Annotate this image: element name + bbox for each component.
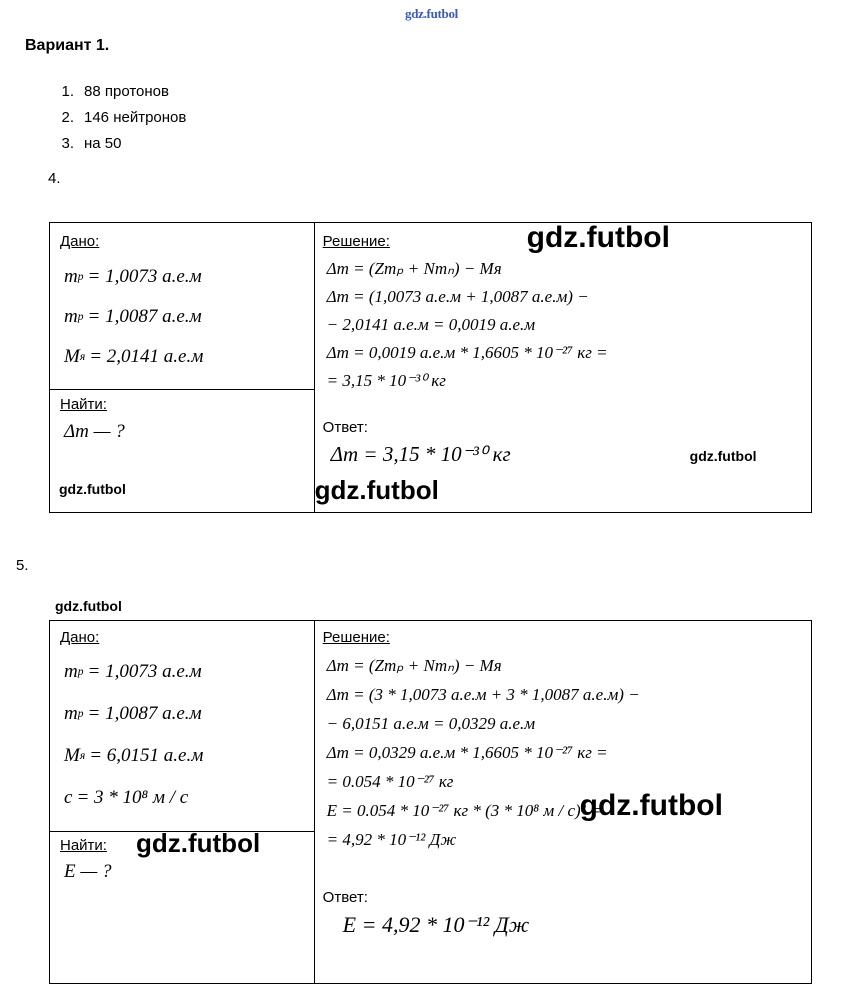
task5-given-values bbox=[64, 651, 203, 819]
watermark-black: gdz.futbol bbox=[136, 828, 261, 858]
list-item bbox=[48, 109, 186, 135]
list-item bbox=[48, 83, 186, 109]
solution-text: Δm = (Zmₚ + Nmₙ) − Mя bbox=[326, 655, 502, 675]
task4-solution-cell bbox=[315, 223, 811, 512]
solution-step bbox=[327, 709, 640, 738]
task4-solution-steps bbox=[327, 255, 608, 395]
task5-solution-steps bbox=[327, 651, 640, 854]
answer-label: Ответ: bbox=[322, 419, 368, 436]
given-row bbox=[64, 735, 203, 777]
list-item-label: на 50 bbox=[84, 135, 122, 152]
solution-step bbox=[327, 283, 608, 311]
given-subscript: p bbox=[77, 666, 84, 678]
given-subscript: p bbox=[77, 271, 84, 283]
answer-label: Ответ: bbox=[322, 889, 368, 906]
solution-text: Δm = 0,0329 а.е.м * 1,6605 * 10⁻²⁷ кг = bbox=[326, 742, 608, 762]
given-value: = 1,0087 а.е.м bbox=[87, 306, 202, 327]
task4-given-values bbox=[64, 257, 203, 377]
find-label: Найти: bbox=[60, 396, 107, 413]
given-symbol: m bbox=[64, 661, 78, 682]
watermark-black: gdz.futbol bbox=[59, 481, 126, 497]
list-item bbox=[48, 135, 186, 161]
solution-step bbox=[327, 680, 640, 709]
task4-table bbox=[49, 222, 812, 513]
given-row bbox=[64, 337, 203, 377]
given-row bbox=[64, 297, 203, 337]
solution-step bbox=[327, 738, 640, 767]
solution-step bbox=[327, 825, 640, 854]
solution-text: − 6,0151 а.е.м = 0,0329 а.е.м bbox=[326, 713, 536, 733]
find-label: Найти: bbox=[60, 837, 107, 854]
solution-step bbox=[327, 311, 608, 339]
solution-text: Δm = (Zmₚ + Nmₙ) − Mя bbox=[326, 259, 502, 278]
task5-answer: E = 4,92 * 10⁻¹² Дж bbox=[342, 912, 530, 937]
task4-find-value: Δm — ? bbox=[64, 421, 125, 442]
list-item-number: 3. bbox=[61, 135, 74, 152]
given-subscript: p bbox=[77, 708, 84, 720]
watermark-black: gdz.futbol bbox=[55, 598, 122, 614]
solution-step bbox=[327, 339, 608, 367]
task5-find-value: E — ? bbox=[64, 861, 112, 882]
solution-label: Решение: bbox=[322, 629, 390, 646]
given-row bbox=[64, 693, 203, 735]
watermark-black: gdz.futbol bbox=[526, 221, 670, 254]
given-symbol: M bbox=[64, 346, 80, 367]
given-row bbox=[64, 651, 203, 693]
list-item-label: 146 нейтронов bbox=[84, 109, 187, 126]
given-row bbox=[64, 777, 203, 819]
solution-text: = 3,15 * 10⁻³⁰ кг bbox=[326, 371, 446, 390]
list-item-number: 1. bbox=[61, 83, 74, 100]
solution-text: Δm = 0,0019 а.е.м * 1,6605 * 10⁻²⁷ кг = bbox=[326, 343, 608, 362]
answers-list bbox=[48, 83, 186, 161]
given-value: = 1,0073 а.е.м bbox=[87, 266, 202, 287]
cell-divider bbox=[50, 389, 314, 390]
solution-text: Δm = (1,0073 а.е.м + 1,0087 а.е.м) − bbox=[326, 287, 589, 306]
given-value: = 1,0087 а.е.м bbox=[87, 703, 202, 724]
solution-label: Решение: bbox=[322, 233, 390, 250]
task4-number: 4. bbox=[48, 170, 61, 187]
given-row bbox=[64, 257, 203, 297]
given-value: = 1,0073 а.е.м bbox=[87, 661, 202, 682]
given-value: = 2,0141 а.е.м bbox=[89, 346, 204, 367]
solution-text: Δm = (3 * 1,0073 а.е.м + 3 * 1,0087 а.е.м) − bbox=[326, 684, 640, 704]
watermark-black: gdz.futbol bbox=[579, 789, 723, 822]
list-item-label: 88 протонов bbox=[84, 83, 169, 100]
page-title: Вариант 1. bbox=[25, 37, 110, 54]
given-symbol: c bbox=[64, 787, 73, 808]
list-item-number: 2. bbox=[61, 109, 74, 126]
task4-given-cell bbox=[50, 223, 315, 512]
watermark-black: gdz.futbol bbox=[689, 448, 757, 464]
task4-answer: Δm = 3,15 * 10⁻³⁰ кг bbox=[330, 442, 511, 466]
solution-text: E = 0.054 * 10⁻²⁷ кг * (3 * 10⁸ м / с)² = bbox=[326, 800, 602, 820]
given-symbol: m bbox=[64, 703, 78, 724]
given-symbol: m bbox=[64, 306, 78, 327]
solution-text: − 2,0141 а.е.м = 0,0019 а.е.м bbox=[326, 315, 536, 334]
task5-table bbox=[49, 620, 812, 984]
given-subscript: p bbox=[77, 311, 84, 323]
given-symbol: M bbox=[64, 745, 80, 766]
solution-text: = 0.054 * 10⁻²⁷ кг bbox=[326, 771, 454, 791]
solution-step bbox=[327, 255, 608, 283]
given-subscript: я bbox=[79, 750, 86, 762]
solution-step bbox=[327, 367, 608, 395]
given-symbol: m bbox=[64, 266, 78, 287]
task5-number: 5. bbox=[16, 557, 29, 574]
task5-solution-cell bbox=[315, 621, 811, 983]
watermark-top: gdz.futbol bbox=[405, 6, 458, 21]
given-label: Дано: bbox=[60, 233, 100, 250]
solution-text: = 4,92 * 10⁻¹² Дж bbox=[326, 829, 457, 849]
task5-given-cell bbox=[50, 621, 315, 983]
watermark-black: gdz.futbol bbox=[314, 475, 439, 505]
given-subscript: я bbox=[79, 351, 86, 363]
given-value: = 3 * 10⁸ м / с bbox=[76, 787, 189, 808]
given-value: = 6,0151 а.е.м bbox=[89, 745, 204, 766]
solution-step bbox=[327, 651, 640, 680]
given-label: Дано: bbox=[60, 629, 100, 646]
